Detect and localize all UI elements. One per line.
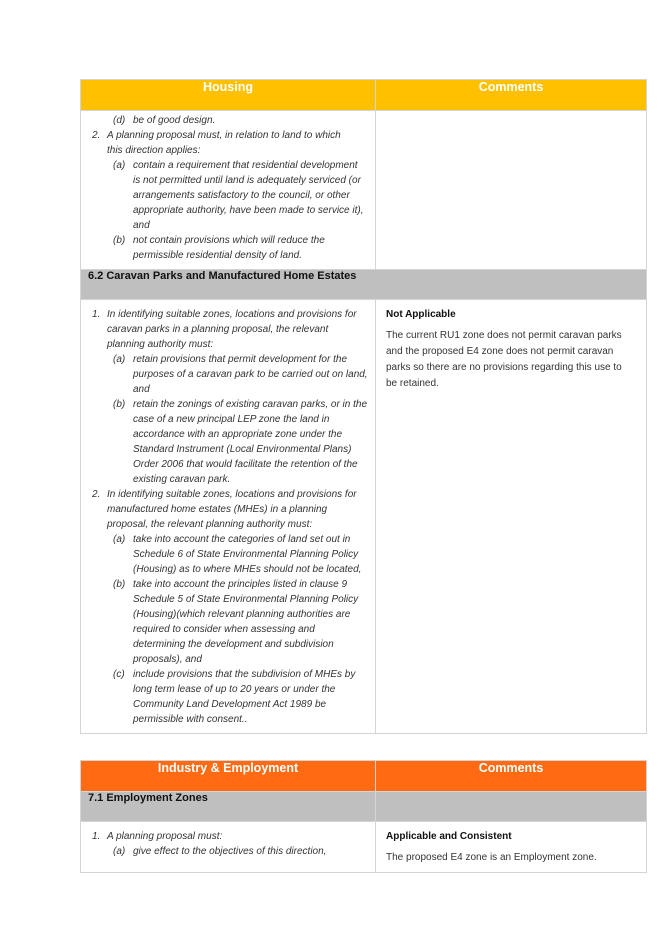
sub-item-b: (b) take into account the principles listed in clause 9 Schedule 5 of State Environmental Planning Policy (Housing)(which relevant planning authorities are required to consider when assessing and determining the development and subdivision proposals), and bbox=[113, 579, 359, 665]
sub-item-a: (a) contain a requirement that residential development is not permitted until land is adequately serviced (or arrangements satisfactory to the council, or other appropriate authority, have been made to service it), and bbox=[113, 160, 364, 231]
comment-status: Applicable and Consistent bbox=[386, 831, 512, 842]
section-7-1-provisions bbox=[81, 822, 376, 873]
section-7-1-comment: Applicable and Consistent The proposed E4 zone is an Employment zone. bbox=[376, 822, 647, 873]
section-6-2-comment: Not Applicable The current RU1 zone does not permit caravan parks and the proposed E4 zone does not permit caravan parks so there are no provisions regarding this use to be retained. bbox=[376, 300, 647, 734]
section-6-2-provisions bbox=[81, 300, 376, 734]
industry-comments-header: Comments bbox=[376, 761, 647, 792]
housing-header-row bbox=[81, 80, 647, 111]
sub-item-a: (a) give effect to the objectives of this direction, bbox=[113, 846, 327, 857]
section-6-2-content-row bbox=[81, 300, 647, 734]
housing-comments-header: Comments bbox=[376, 80, 647, 111]
industry-header-row bbox=[81, 761, 647, 792]
item-1: 1. In identifying suitable zones, locations and provisions for caravan parks in a planning proposal, the relevant planning authority must: bbox=[92, 309, 357, 350]
housing-intro-row bbox=[81, 111, 647, 270]
item-1: 1. A planning proposal must: bbox=[92, 831, 223, 842]
section-row-7-1-blank bbox=[376, 792, 647, 822]
sub-item-c: (c) include provisions that the subdivision of MHEs by long term lease of up to 20 years or under the Community Land Development Act 1989 be permissible with consent.. bbox=[113, 669, 356, 725]
sub-item-a: (a) take into account the categories of land set out in Schedule 6 of State Environmental Planning Policy (Housing) as to where MHEs should not be located, bbox=[113, 534, 362, 575]
sub-item-a: (a) retain provisions that permit development for the purposes of a caravan park to be carried out on land, and bbox=[113, 354, 368, 395]
item-2: 2. In identifying suitable zones, locations and provisions for manufactured home estates (MHEs) in a planning proposal, the relevant planning authority must: bbox=[92, 489, 357, 530]
sub-item-b: (b) not contain provisions which will reduce the permissible residential density of land. bbox=[113, 235, 325, 261]
section-title-6-2: 6.2 Caravan Parks and Manufactured Home Estates bbox=[81, 270, 647, 300]
housing-intro-comment bbox=[376, 111, 647, 270]
section-title-7-1: 7.1 Employment Zones bbox=[81, 792, 376, 822]
section-7-1-content-row bbox=[81, 822, 647, 873]
sub-item-b: (b) retain the zonings of existing caravan parks, or in the case of a new principal LEP zone the land in accordance with an appropriate zone under the Standard Instrument (Local Environmental Plans) Order 2006 that would facilitate the retention of the existing caravan park. bbox=[113, 399, 368, 485]
housing-table bbox=[80, 79, 647, 734]
section-row-7-1 bbox=[81, 792, 647, 822]
industry-table bbox=[80, 760, 647, 873]
housing-intro-provisions bbox=[81, 111, 376, 270]
housing-header: Housing bbox=[81, 80, 376, 111]
section-row-6-2 bbox=[81, 270, 647, 300]
comment-status: Not Applicable bbox=[386, 309, 456, 320]
item-2: 2. A planning proposal must, in relation to land to which this direction applies: bbox=[92, 130, 341, 156]
industry-header: Industry & Employment bbox=[81, 761, 376, 792]
sub-item-d: (d) be of good design. bbox=[113, 115, 216, 126]
